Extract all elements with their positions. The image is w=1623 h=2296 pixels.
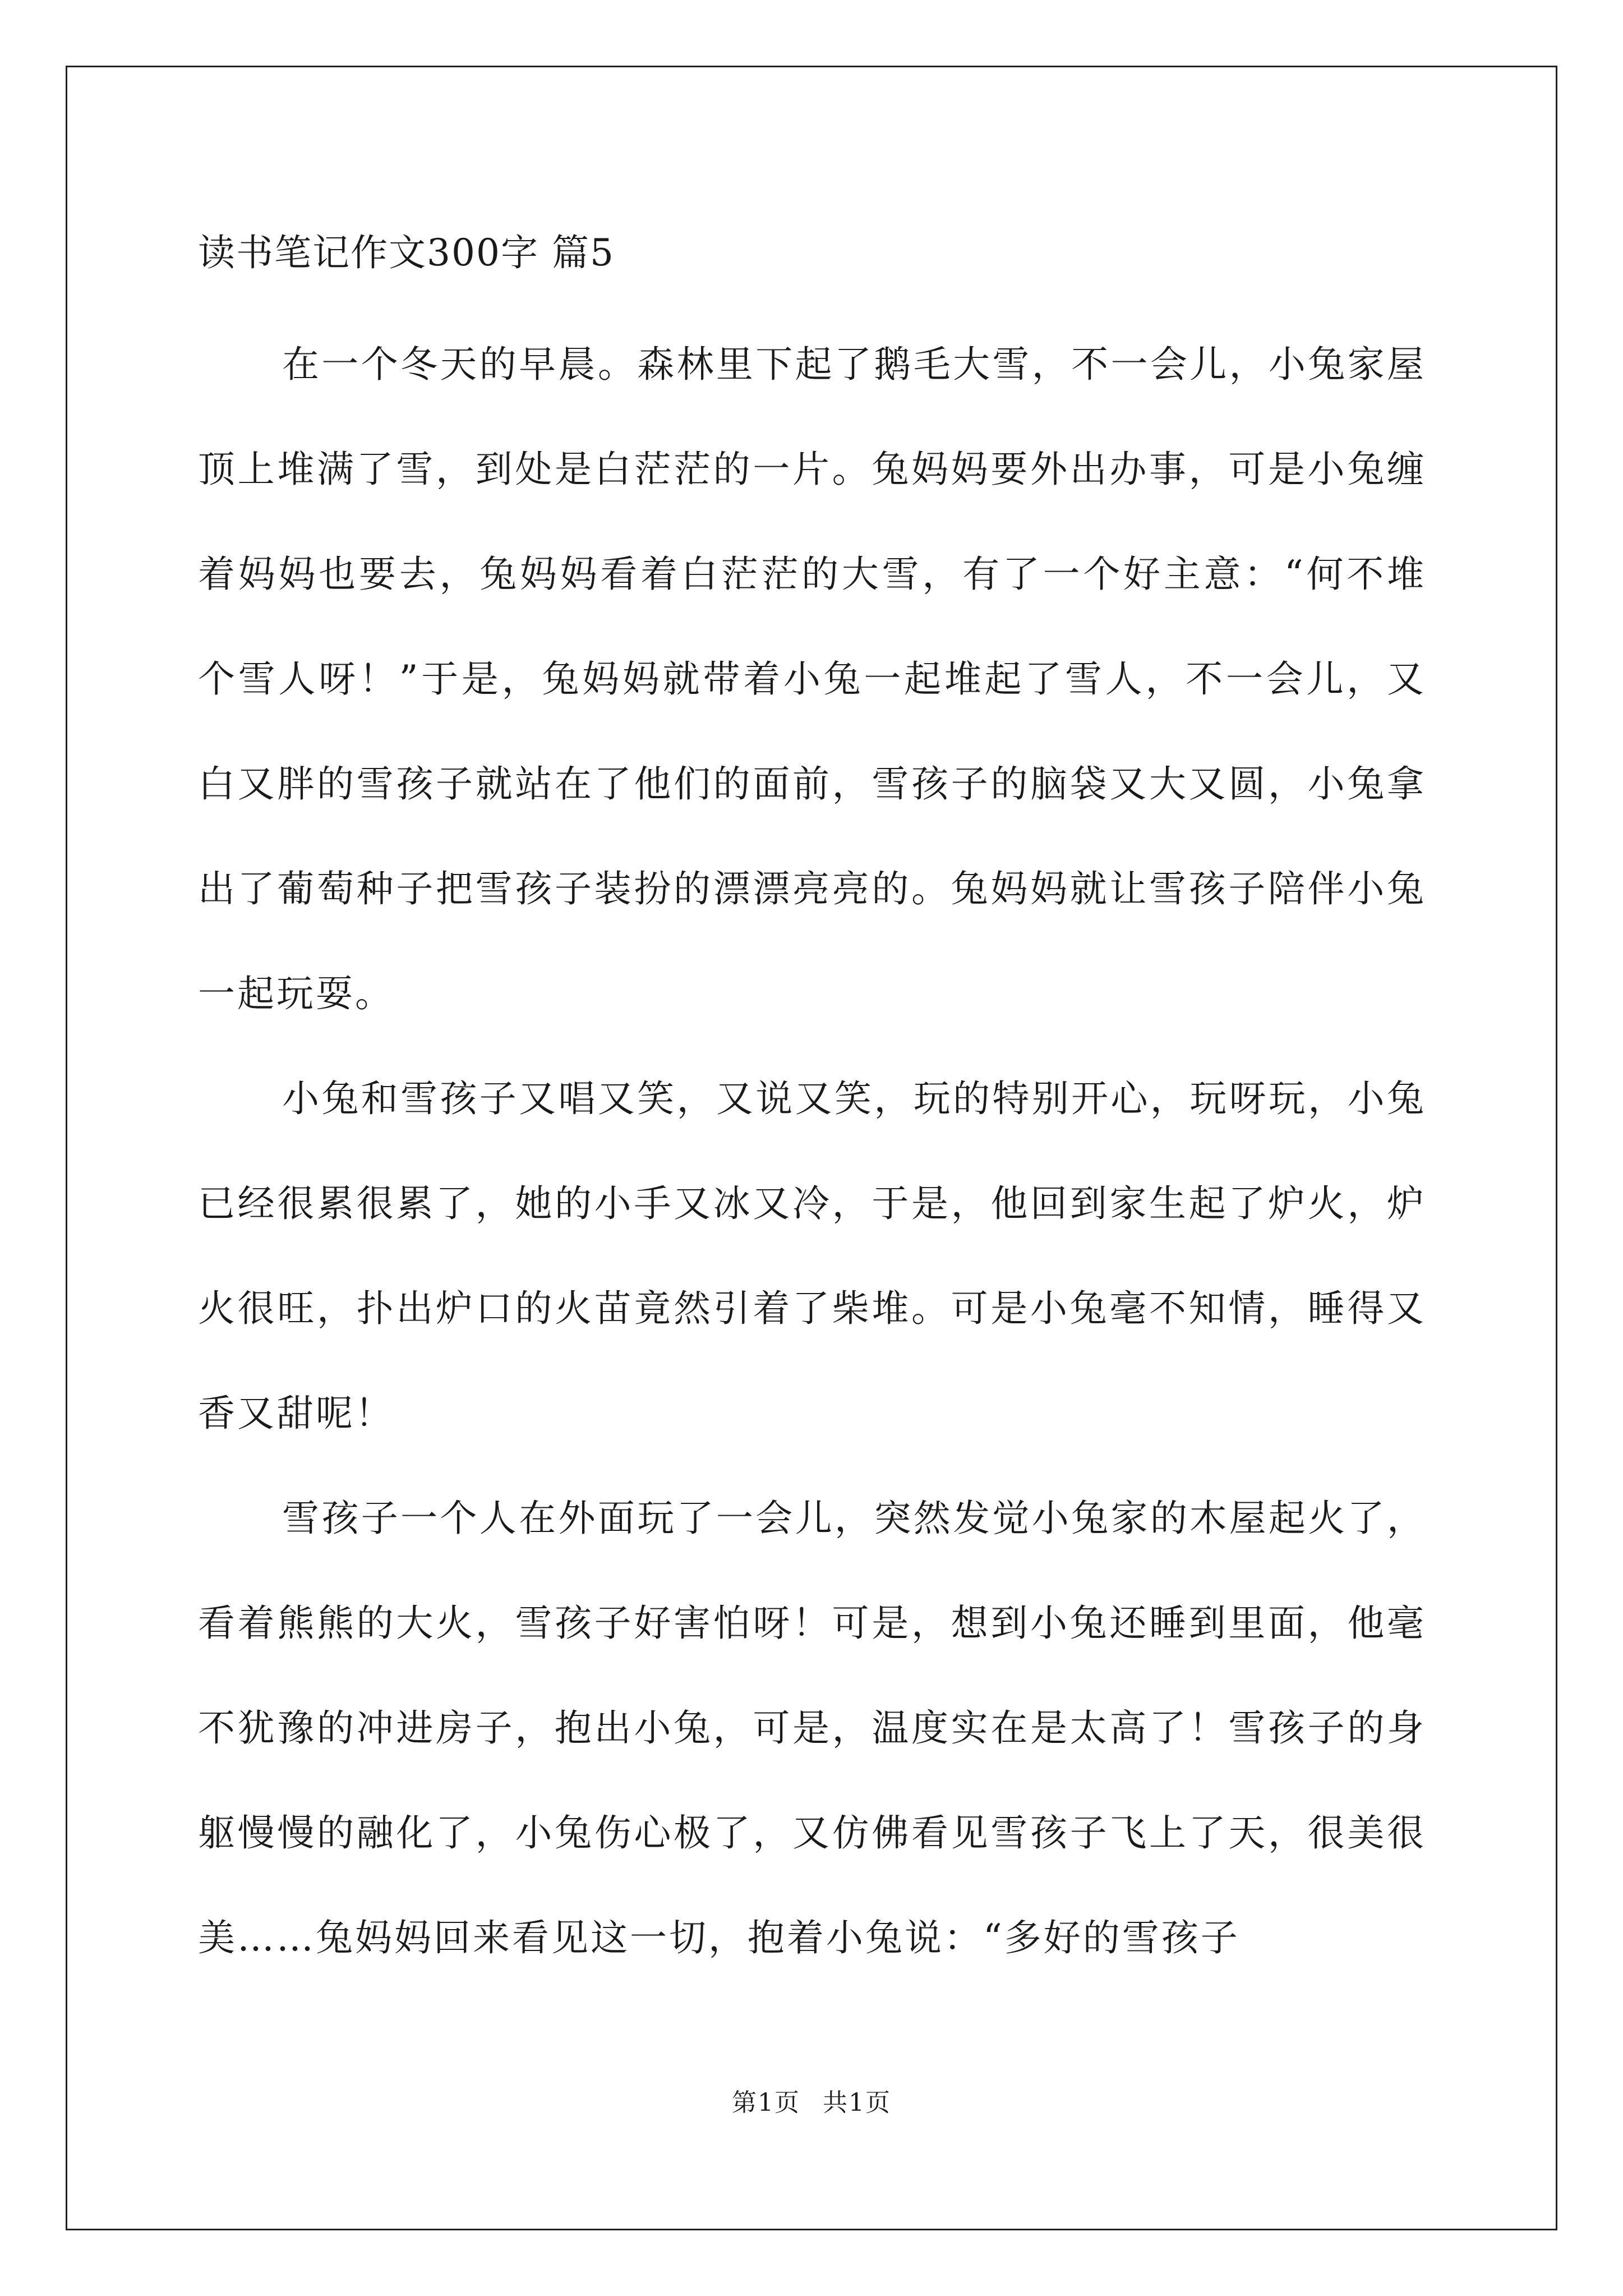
page-number-total: 共1页 [823, 2088, 891, 2117]
paragraph-3: 雪孩子一个人在外面玩了一会儿，突然发觉小兔家的木屋起火了，看着熊熊的大火，雪孩子好害怕呀！可是，想到小兔还睡到里面，他毫不犹豫的冲进房子，抱出小兔，可是，温度实在是太高了！雪孩子的身躯慢慢的融化了，小兔伤心极了，又仿佛看见雪孩子飞上了天，很美很美……兔妈妈回来看见这一切，抱着小兔说：“多好的雪孩子 [198, 1497, 1426, 1959]
document-body [198, 205, 1426, 1990]
paragraph-2: 小兔和雪孩子又唱又笑，又说又笑，玩的特别开心，玩呀玩，小兔已经很累很累了，她的小手又冰又冷，于是，他回到家生起了炉火，炉火很旺，扑出炉口的火苗竟然引着了柴堆。可是小兔毫不知情，睡得又香又甜呢！ [198, 1077, 1426, 1435]
page-number-current: 第1页 [732, 2088, 800, 2117]
page-footer [0, 2082, 1623, 2118]
paragraph-1: 在一个冬天的早晨。森林里下起了鹅毛大雪，不一会儿，小兔家屋顶上堆满了雪，到处是白茫茫的一片。兔妈妈要外出办事，可是小兔缠着妈妈也要去，兔妈妈看着白茫茫的大雪，有了一个好主意：“何不堆个雪人呀！”于是，兔妈妈就带着小兔一起堆起了雪人，不一会儿，又白又胖的雪孩子就站在了他们的面前，雪孩子的脑袋又大又圆，小兔拿出了葡萄种子把雪孩子装扮的漂漂亮亮的。兔妈妈就让雪孩子陪伴小兔一起玩耍。 [198, 343, 1426, 1015]
document-title: 读书笔记作文300字 篇5 [198, 231, 615, 274]
